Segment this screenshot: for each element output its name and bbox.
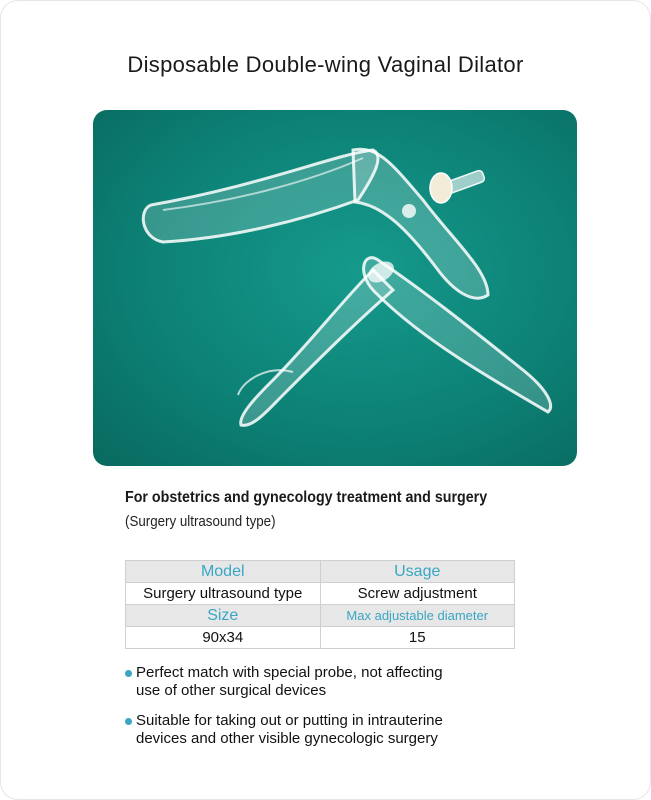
usage-value: Screw adjustment: [320, 583, 515, 605]
table-row: [126, 561, 515, 583]
model-header: Model: [126, 561, 321, 583]
spec-table: [125, 560, 515, 649]
size-value: 90x34: [126, 627, 321, 649]
list-item: [124, 712, 524, 748]
usage-header: Usage: [320, 561, 515, 583]
diameter-header: Max adjustable diameter: [320, 605, 515, 627]
size-header: Size: [126, 605, 321, 627]
description-subline: (Surgery ultrasound type): [125, 514, 276, 530]
table-row: [126, 583, 515, 605]
feature-list: [124, 664, 524, 760]
feature-text-line: Perfect match with special probe, not affecting: [136, 664, 443, 681]
feature-text-line: Suitable for taking out or putting in intrauterine: [136, 712, 443, 729]
bullet-dot-icon: [125, 670, 132, 677]
model-value: Surgery ultrasound type: [126, 583, 321, 605]
page-title: Disposable Double-wing Vaginal Dilator: [127, 52, 524, 77]
list-item: [124, 664, 524, 700]
feature-text-line: use of other surgical devices: [136, 682, 327, 699]
diameter-value: 15: [320, 627, 515, 649]
product-photo: [93, 110, 577, 466]
dilator-illustration: [93, 110, 577, 466]
table-row: [126, 605, 515, 627]
table-row: [126, 627, 515, 649]
description-line: For obstetrics and gynecology treatment and surgery: [125, 489, 488, 506]
bullet-dot-icon: [125, 718, 132, 725]
feature-text-line: devices and other visible gynecologic surgery: [136, 730, 438, 747]
